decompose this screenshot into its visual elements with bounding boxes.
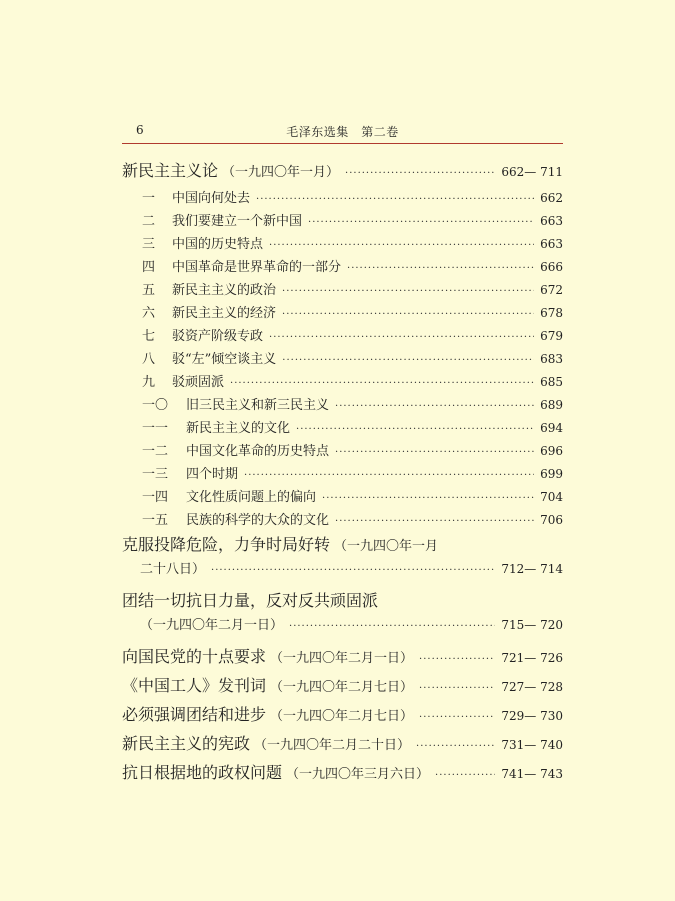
toc-section[interactable] <box>122 440 563 463</box>
leader-dots <box>322 493 534 504</box>
section-number: 一二 <box>142 444 169 459</box>
leader-dots <box>282 309 534 320</box>
section-label: 四个时期 <box>186 467 239 482</box>
leader-dots <box>419 712 495 723</box>
toc-section[interactable] <box>122 210 563 233</box>
toc-entry-ch8[interactable] <box>122 760 563 789</box>
toc-section[interactable] <box>122 348 563 371</box>
section-number: 一四 <box>142 490 169 505</box>
toc-entry-ch2-cont[interactable] <box>122 558 563 588</box>
section-number: 一 <box>142 191 156 206</box>
section-page: 662 <box>540 191 563 205</box>
toc-section[interactable] <box>122 233 563 256</box>
leader-dots <box>345 168 495 179</box>
leader-dots <box>269 240 534 251</box>
section-label: 中国革命是世界革命的一部分 <box>172 260 342 275</box>
section-page: 672 <box>540 283 563 297</box>
section-page: 704 <box>540 490 563 504</box>
toc-entry-ch5[interactable] <box>122 673 563 702</box>
entry-pages: 741— 743 <box>501 767 563 781</box>
leader-dots <box>335 447 534 458</box>
entry-date: 二十八日） <box>140 562 206 577</box>
section-number: 三 <box>142 237 156 252</box>
section-number: 七 <box>142 329 156 344</box>
entry-date: （一九四〇年二月七日） <box>270 709 414 724</box>
entry-title: 新民主主义的宪政 <box>122 734 251 753</box>
leader-dots <box>256 194 534 205</box>
section-label: 驳“左”倾空谈主义 <box>172 352 277 367</box>
section-label: 新民主主义的文化 <box>186 421 291 436</box>
section-label: 新民主主义的经济 <box>172 306 277 321</box>
section-page: 678 <box>540 306 563 320</box>
section-page: 666 <box>540 260 563 274</box>
leader-dots <box>269 332 534 343</box>
section-label: 文化性质问题上的偏向 <box>186 490 317 505</box>
toc-entry-ch6[interactable] <box>122 702 563 731</box>
section-page: 694 <box>540 421 563 435</box>
entry-title: 《中国工人》发刊词 <box>122 676 267 695</box>
entry-pages: 712— 714 <box>501 562 563 576</box>
toc-entry-ch3-cont[interactable] <box>122 614 563 644</box>
section-number: 八 <box>142 352 156 367</box>
leader-dots <box>335 516 534 527</box>
toc-section[interactable] <box>122 325 563 348</box>
section-label: 新民主主义的政治 <box>172 283 277 298</box>
section-page: 679 <box>540 329 563 343</box>
entry-pages: 729— 730 <box>501 709 563 723</box>
toc-section[interactable] <box>122 279 563 302</box>
section-page: 689 <box>540 398 563 412</box>
toc-entry-ch4[interactable] <box>122 644 563 673</box>
leader-dots <box>289 621 495 632</box>
entry-title: 抗日根据地的政权问题 <box>122 763 283 782</box>
section-page: 663 <box>540 237 563 251</box>
entry-date: （一九四〇年二月二十日） <box>254 738 411 753</box>
toc-section[interactable] <box>122 187 563 210</box>
entry-date: （一九四〇年一月 <box>334 539 439 554</box>
entry-title: 向国民党的十点要求 <box>122 647 267 666</box>
toc-entry-ch2[interactable] <box>122 532 563 558</box>
leader-dots <box>230 378 534 389</box>
section-number: 二 <box>142 214 156 229</box>
section-page: 663 <box>540 214 563 228</box>
leader-dots <box>416 741 495 752</box>
section-number: 一一 <box>142 421 169 436</box>
toc-section[interactable] <box>122 509 563 532</box>
leader-dots <box>244 470 534 481</box>
section-page: 696 <box>540 444 563 458</box>
section-label: 中国向何处去 <box>172 191 251 206</box>
section-number: 一五 <box>142 513 169 528</box>
toc-section[interactable] <box>122 463 563 486</box>
page-number: 6 <box>136 123 144 137</box>
leader-dots <box>296 424 534 435</box>
toc-section[interactable] <box>122 256 563 279</box>
toc-section[interactable] <box>122 371 563 394</box>
entry-title: 团结一切抗日力量，反对反共顽固派 <box>122 591 379 610</box>
section-label: 中国的历史特点 <box>172 237 264 252</box>
leader-dots <box>282 355 534 366</box>
entry-date: （一九四〇年二月七日） <box>270 680 414 695</box>
entry-pages: 727— 728 <box>501 680 563 694</box>
entry-date: （一九四〇年一月） <box>222 165 340 180</box>
section-page: 699 <box>540 467 563 481</box>
leader-dots <box>211 565 495 576</box>
section-page: 706 <box>540 513 563 527</box>
leader-dots <box>419 683 495 694</box>
book-title: 毛泽东选集 第二卷 <box>286 125 399 139</box>
section-number: 五 <box>142 283 156 298</box>
toc-entry-ch3[interactable] <box>122 588 563 614</box>
entry-pages: 662— 711 <box>501 165 563 179</box>
running-header <box>122 120 563 140</box>
entry-date: （一九四〇年三月六日） <box>286 767 430 782</box>
section-number: 一三 <box>142 467 169 482</box>
section-page: 683 <box>540 352 563 366</box>
toc-entry-ch1[interactable] <box>122 158 563 187</box>
toc-section[interactable] <box>122 486 563 509</box>
entry-title: 克服投降危险，力争时局好转 <box>122 535 331 554</box>
header-rule <box>122 143 563 144</box>
section-label: 驳资产阶级专政 <box>172 329 264 344</box>
leader-dots <box>335 401 534 412</box>
section-number: 九 <box>142 375 156 390</box>
toc-section[interactable] <box>122 302 563 325</box>
entry-title: 必须强调团结和进步 <box>122 705 267 724</box>
leader-dots <box>435 770 495 781</box>
section-number: 四 <box>142 260 156 275</box>
entry-pages: 715— 720 <box>501 618 563 632</box>
section-label: 中国文化革命的历史特点 <box>186 444 330 459</box>
section-label: 我们要建立一个新中国 <box>172 214 303 229</box>
section-label: 驳顽固派 <box>172 375 225 390</box>
leader-dots <box>308 217 534 228</box>
leader-dots <box>282 286 534 297</box>
toc-section[interactable] <box>122 417 563 440</box>
entry-pages: 721— 726 <box>501 651 563 665</box>
toc-section[interactable] <box>122 394 563 417</box>
entry-date: （一九四〇年二月一日） <box>270 651 414 666</box>
section-number: 一〇 <box>142 398 169 413</box>
leader-dots <box>419 654 495 665</box>
entry-date: （一九四〇年二月一日） <box>140 618 284 633</box>
section-page: 685 <box>540 375 563 389</box>
section-label: 民族的科学的大众的文化 <box>186 513 330 528</box>
entry-title: 新民主主义论 <box>122 161 219 180</box>
section-label: 旧三民主义和新三民主义 <box>186 398 330 413</box>
toc-entry-ch7[interactable] <box>122 731 563 760</box>
table-of-contents <box>122 158 563 789</box>
section-number: 六 <box>142 306 156 321</box>
entry-pages: 731— 740 <box>501 738 563 752</box>
leader-dots <box>347 263 534 274</box>
